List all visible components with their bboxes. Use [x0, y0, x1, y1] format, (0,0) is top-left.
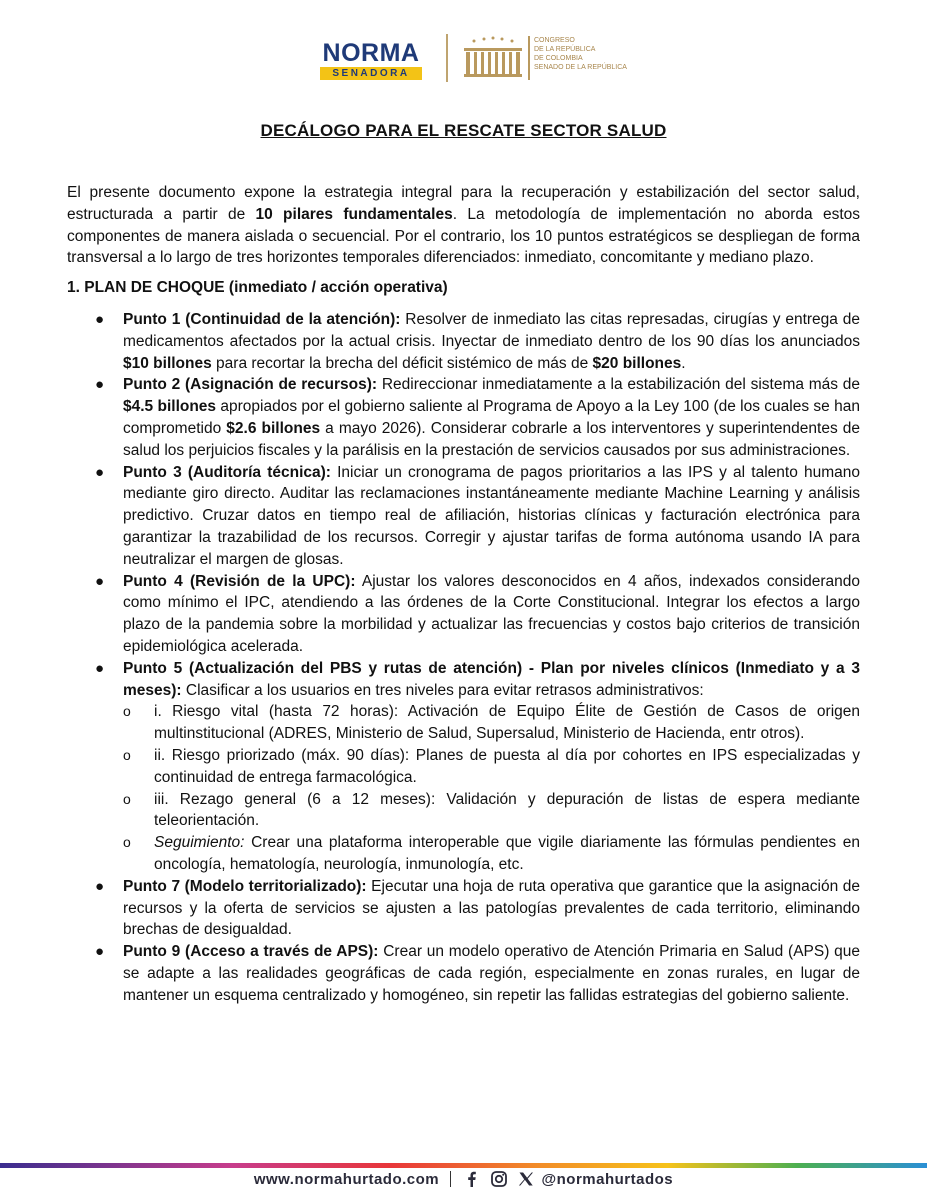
bullet-icon: ●	[95, 943, 105, 961]
congreso-line: CONGRESO	[534, 37, 575, 44]
point-text: .	[681, 354, 686, 372]
point-item	[67, 658, 860, 876]
header-divider	[446, 34, 448, 82]
point-text: Clasificar a los usuarios en tres niveles para evitar retrasos administrativos:	[181, 681, 704, 699]
point-highlight: $10 billones	[123, 354, 212, 372]
footer-separator	[450, 1171, 451, 1187]
point-item	[67, 462, 860, 571]
point-label: Punto 9 (Acceso a través de APS):	[123, 943, 379, 961]
intro-highlight: 10 pilares fundamentales	[255, 205, 453, 223]
point-label: Punto 1 (Continuidad de la atención):	[123, 310, 401, 328]
footer-color-stripe	[0, 1163, 927, 1168]
point-label: Punto 2 (Asignación de recursos):	[123, 376, 378, 394]
point-text: Crear un modelo operativo de Atención Primaria en Salud (APS) que se adapte a las realidades geográficas de cada región, especialmente en zonas rurales, en lugar de mantener un esquema centralizado y homogéneo, sin repetir las fallidas estrategias del gobierno saliente.	[123, 943, 860, 1004]
footer-website: www.normahurtado.com	[253, 1170, 440, 1188]
bullet-icon: ●	[95, 659, 105, 677]
intro-paragraph	[67, 182, 860, 269]
norma-logo-role: SENADORA	[320, 67, 422, 80]
page-footer	[0, 1170, 927, 1194]
point-text: Ajustar los valores desconocidos en 4 años, indexados considerando como mínimo el IPC, atendiendo a las órdenes de la Corte Constitucional. Integrar los efectos a largo plazo de la pandemia sobre la morbilidad y actualizar las frecuencias y costos bajo criterios de transición epidemiológica acelerada.	[123, 572, 860, 655]
sub-items-list	[123, 701, 860, 875]
facebook-icon	[463, 1170, 481, 1188]
point-text: apropiados por el gobierno saliente al Programa de Apoyo a la Ley 100 (de los cuales se han comprometido	[123, 398, 860, 437]
norma-logo-name: NORMA	[322, 39, 420, 67]
sub-item-text: i. Riesgo vital (hasta 72 horas): Activación de Equipo Élite de Gestión de Casos de origen multinstitucional (ADRES, Ministerio de Salud, Supersalud, Ministerio de Hacienda, entr otros).	[154, 703, 860, 743]
sub-item-italic-label: Seguimiento:	[154, 834, 245, 852]
circle-bullet-icon: o	[123, 790, 131, 807]
point-label: Punto 5 (Actualización del PBS y rutas de atención) - Plan por niveles clínicos (Inmediato y a 3 meses):	[123, 659, 860, 699]
intro-text: El presente documento expone la estrategia integral para la recuperación y estabilización del sector salud, estructurada a partir de	[67, 184, 860, 223]
sub-item-text: ii. Riesgo priorizado (máx. 90 días): Planes de puesta al día por cohortes en IPS especializadas y continuidad de entrega farmacológica.	[154, 746, 860, 786]
document-title: DECÁLOGO PARA EL RESCATE SECTOR SALUD	[260, 121, 667, 140]
point-highlight: $2.6 billones	[226, 419, 321, 437]
congreso-line: SENADO DE LA REPÚBLICA	[534, 64, 627, 71]
point-label: Punto 7 (Modelo territorializado):	[123, 877, 367, 895]
x-icon	[517, 1170, 535, 1188]
bullet-icon: ●	[95, 376, 105, 394]
sub-item	[123, 789, 860, 833]
norma-senadora-logo	[316, 40, 426, 80]
point-text: para recortar la brecha del déficit sistémico de más de	[211, 354, 593, 372]
congreso-text-block	[528, 36, 627, 80]
sub-item-text: iii. Rezago general (6 a 12 meses): Validación y depuración de listas de espera mediante teleorientación.	[154, 790, 860, 830]
bullet-icon: ●	[95, 310, 105, 328]
point-item	[67, 309, 860, 374]
point-item	[67, 571, 860, 658]
footer-handle: @normahurtados	[541, 1170, 674, 1188]
point-label: Punto 4 (Revisión de la UPC):	[123, 572, 356, 590]
page-header	[0, 34, 927, 86]
document-body	[67, 182, 860, 1006]
point-item	[67, 374, 860, 461]
point-text: Redireccionar inmediatamente a la estabilización del sistema más de	[377, 376, 860, 394]
intro-text: . La metodología de implementación no aborda estos componentes de manera aislada o secuencial. Por el contrario, los 10 puntos estratégicos se despliegan de forma transversal a lo largo de tres horizontes temporales diferenciados: inmediato, concomitante y mediano plazo.	[67, 205, 860, 267]
sub-item	[123, 832, 860, 876]
congreso-line: DE COLOMBIA	[534, 55, 583, 62]
instagram-icon	[490, 1170, 508, 1188]
section-heading: 1. PLAN DE CHOQUE (inmediato / acción operativa)	[67, 279, 448, 297]
bullet-icon: ●	[95, 877, 105, 895]
circle-bullet-icon: o	[123, 834, 131, 851]
point-label: Punto 3 (Auditoría técnica):	[123, 463, 331, 481]
bullet-icon: ●	[95, 463, 105, 481]
circle-bullet-icon: o	[123, 703, 131, 720]
bullet-icon: ●	[95, 572, 105, 590]
sub-item	[123, 701, 860, 745]
point-text: a mayo 2026). Considerar cobrarle a los interventores y superintendentes de salud los perjuicios fiscales y la parálisis en la prestación de servicios causados por sus administraciones.	[123, 419, 860, 459]
capitol-building-icon	[462, 34, 524, 82]
sub-item-text: Crear una plataforma interoperable que vigile diariamente las fórmulas pendientes en oncología, hematología, neurología, inmunología, etc.	[154, 834, 860, 873]
points-list	[67, 309, 860, 1007]
point-item	[67, 876, 860, 941]
point-highlight: $4.5 billones	[123, 398, 217, 416]
circle-bullet-icon: o	[123, 746, 131, 763]
point-text: Ejecutar una hoja de ruta operativa que garantice que la asignación de recursos y la oferta de servicios se ajusten a las patologías prevalentes de cada territorio, eliminando brechas de desigualdad.	[123, 877, 860, 939]
congreso-line: DE LA REPÚBLICA	[534, 46, 596, 53]
point-text: Iniciar un cronograma de pagos prioritarios a las IPS y al talento humano mediante giro directo. Auditar las reclamaciones instantáneamente mediante Machine Learning y análisis predictivo. Cruzar datos en tiempo real de afiliación, historias clínicas y facturación electrónica para garantizar la trazabilidad de los recursos. Corregir y ajustar tarifas de forma autónoma usando IA para neutralizar el margen de glosas.	[123, 463, 860, 568]
point-text: Resolver de inmediato las citas represadas, cirugías y entrega de medicamentos afectados por la actual crisis. Inyectar de inmediato dentro de los 90 días los anunciados	[123, 310, 861, 350]
point-highlight: $20 billones	[592, 354, 682, 372]
point-item	[67, 941, 860, 1006]
sub-item	[123, 745, 860, 789]
congreso-logo	[462, 34, 627, 82]
